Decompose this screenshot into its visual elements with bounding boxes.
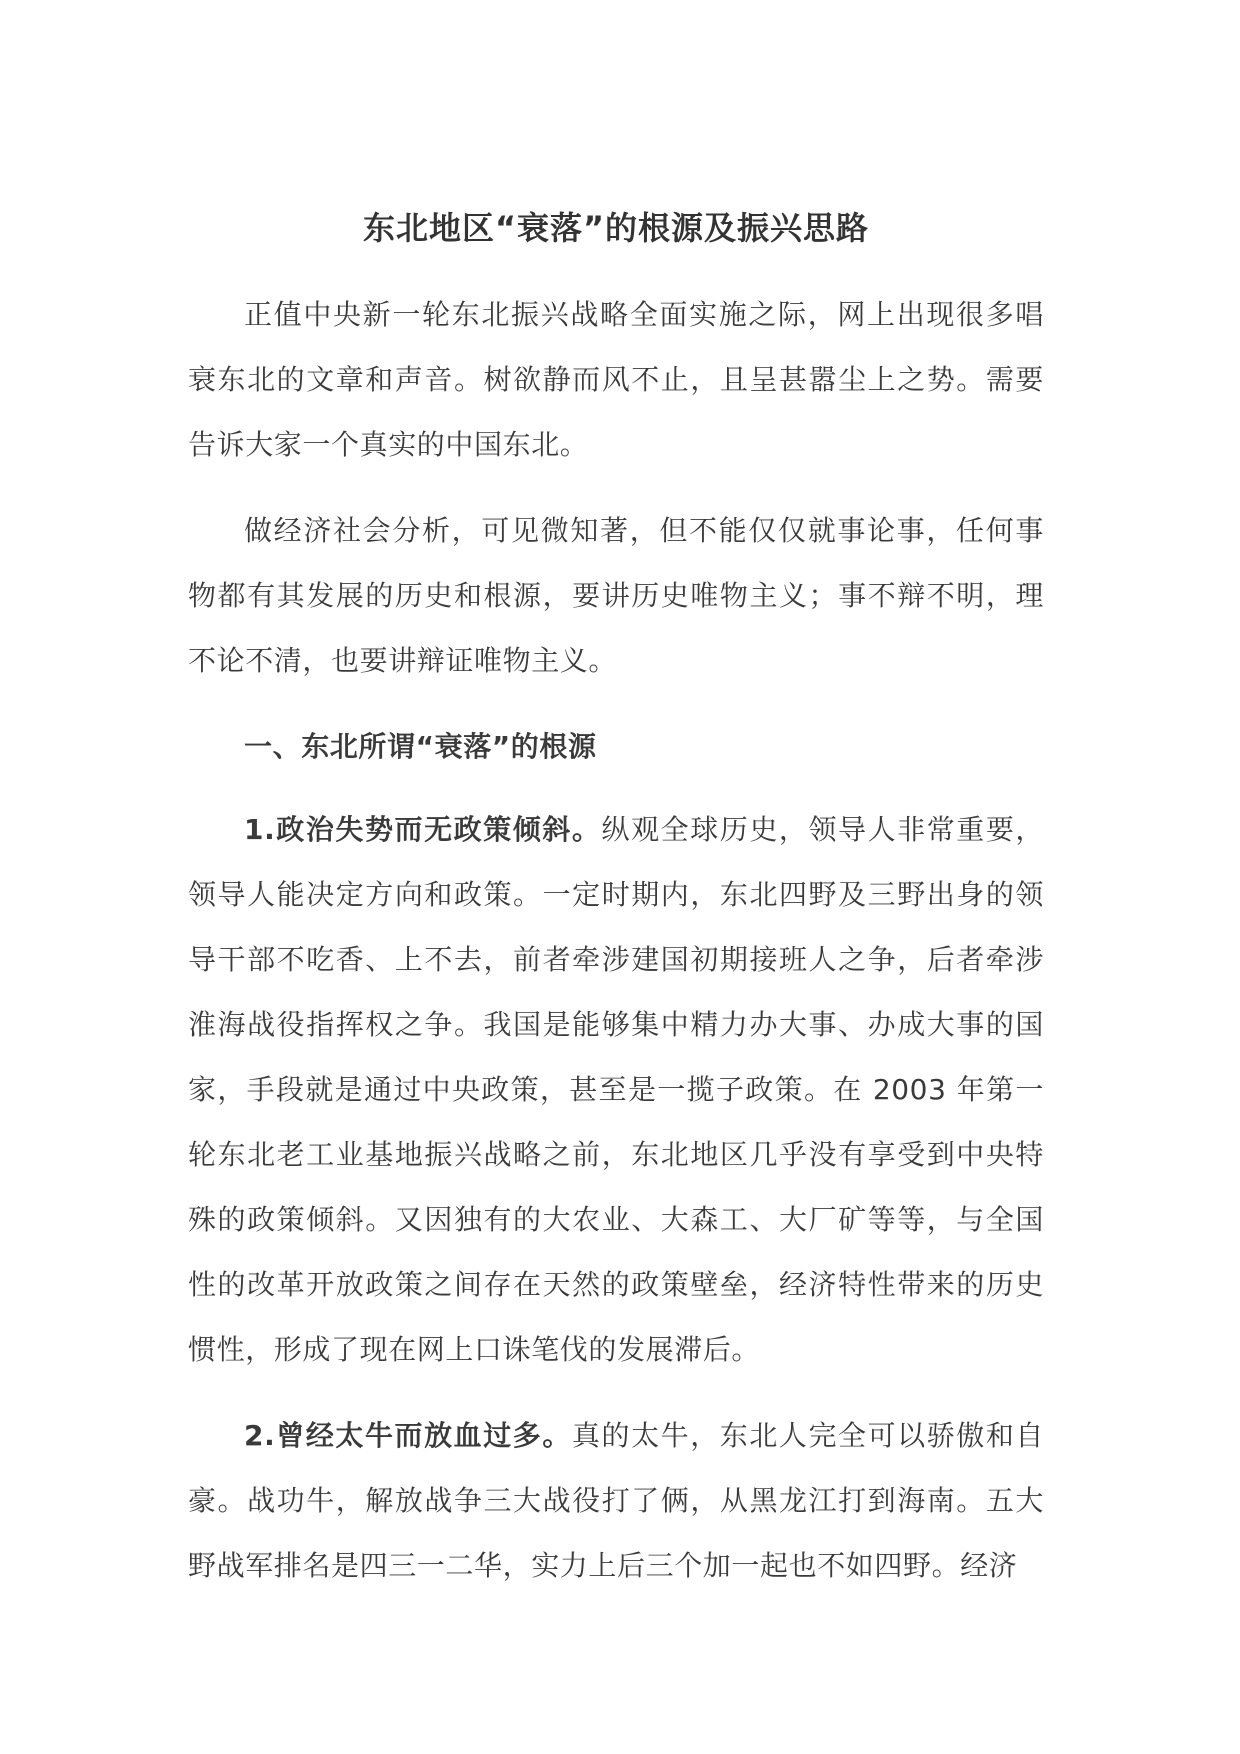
paragraph-intro: [188, 282, 1044, 477]
point-lead: 1.政治失势而无政策倾斜。: [244, 813, 602, 846]
point-lead: 2.曾经太牛而放血过多。: [244, 1419, 572, 1452]
paragraph-text: 正值中央新一轮东北振兴战略全面实施之际，网上出现很多唱衰东北的文章和声音。树欲静而风不止，且呈甚嚣尘上之势。需要告诉大家一个真实的中国东北。: [188, 298, 1044, 461]
paragraph-point-2: [188, 1403, 1044, 1598]
paragraph-text: 纵观全球历史，领导人非常重要，领导人能决定方向和政策。一定时期内，东北四野及三野出身的领导干部不吃香、上不去，前者牵涉建国初期接班人之争，后者牵涉淮海战役指挥权之争。我国是能够集中精力办大事、办成大事的国家，手段就是通过中央政策，甚至是一揽子政策。在 2003 年第一轮东北老工业基地振兴战略之前，东北地区几乎没有享受到中央特殊的政策倾斜。又因独有的大农业、大森工、大厂矿等等，与全国性的改革开放政策之间存在天然的政策壁垒，经济特性带来的历史惯性，形成了现在网上口诛笔伐的发展滞后。: [188, 813, 1044, 1366]
paragraph-point-1: [188, 797, 1044, 1382]
paragraph-analysis: [188, 498, 1044, 693]
document-title: 东北地区“衰落”的根源及振兴思路: [362, 209, 870, 247]
paragraph-text: 真的太牛，东北人完全可以骄傲和自豪。战功牛，解放战争三大战役打了俩，从黑龙江打到海南。五大野战军排名是四三一二华，实力上后三个加一起也不如四野。经济: [188, 1419, 1044, 1582]
section-heading: [188, 714, 1044, 779]
paragraph-text: 做经济社会分析，可见微知著，但不能仅仅就事论事，任何事物都有其发展的历史和根源，要讲历史唯物主义；事不辩不明，理不论不清，也要讲辩证唯物主义。: [188, 514, 1044, 677]
section-heading-text: 一、东北所谓“衰落”的根源: [244, 730, 597, 763]
document-body: [188, 200, 1044, 1619]
